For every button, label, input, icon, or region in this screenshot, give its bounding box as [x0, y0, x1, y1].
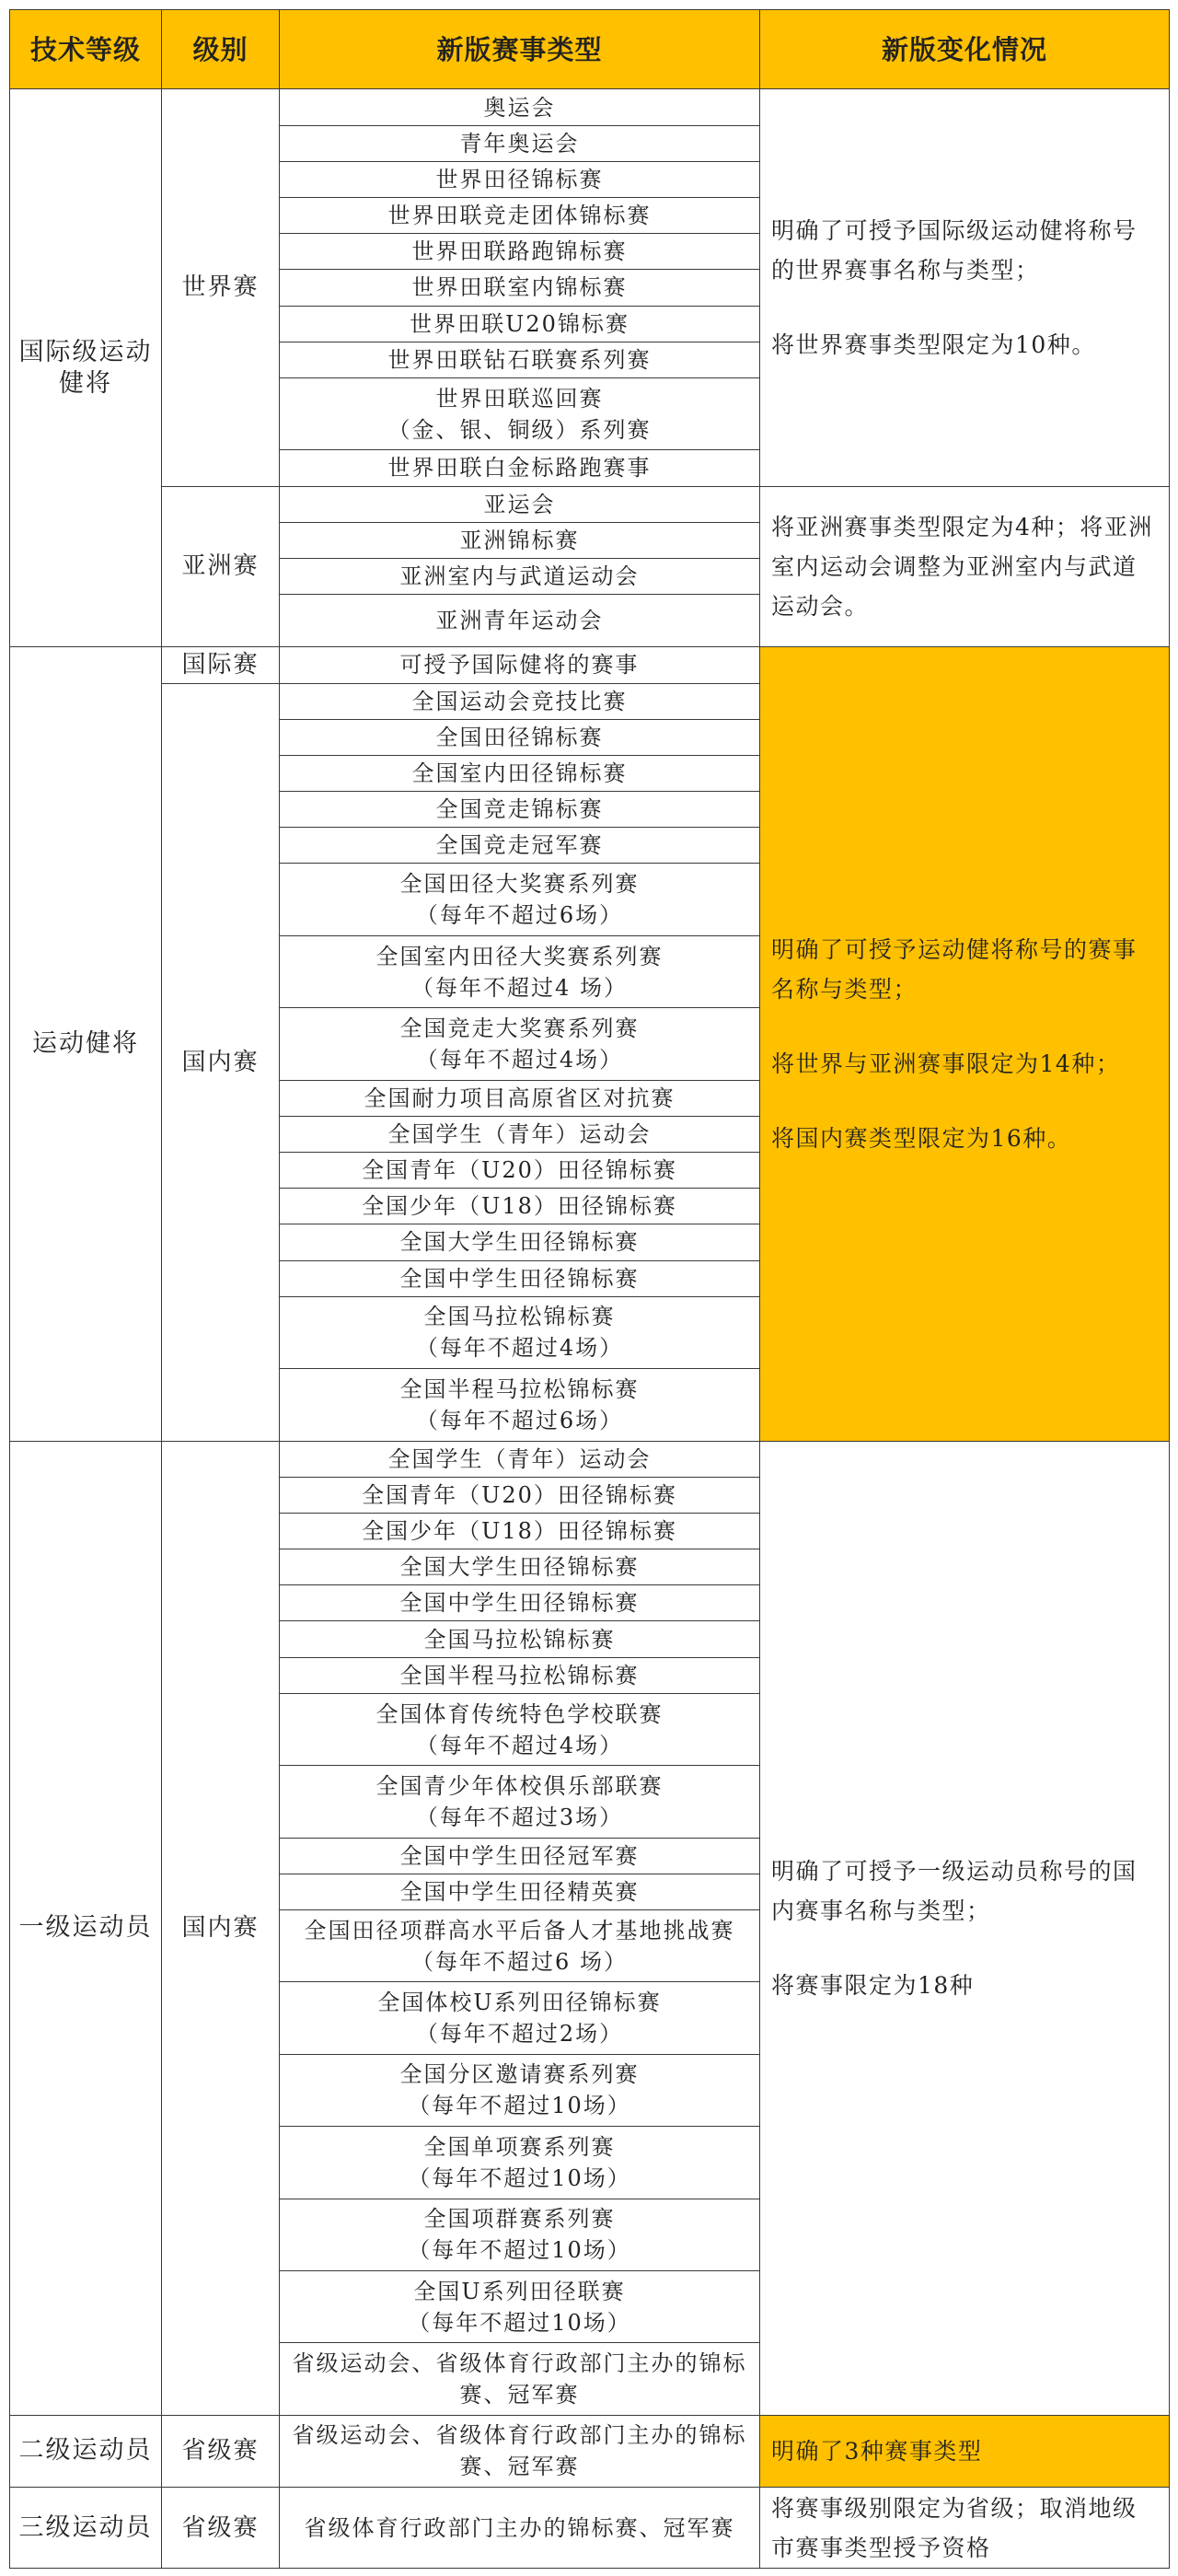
event-cell: 全国大学生田径锦标赛	[280, 1549, 760, 1585]
paragraph-gap	[771, 1931, 1160, 1966]
note-third	[760, 2488, 1170, 2569]
category-third-provincial: 省级赛	[162, 2488, 280, 2569]
note-line: 将赛事级别限定为省级；取消地级市赛事类型授予资格	[771, 2494, 1138, 2561]
event-cell: 全国单项赛系列赛 （每年不超过10场）	[280, 2127, 760, 2199]
event-cell: 全国马拉松锦标赛	[280, 1621, 760, 1657]
table-row	[10, 647, 1170, 683]
grade-third-class: 三级运动员	[10, 2488, 162, 2569]
event-cell: 全国中学生田径冠军赛	[280, 1838, 760, 1874]
event-cell: 世界田联室内锦标赛	[280, 270, 760, 306]
event-cell: 全国运动会竞技比赛	[280, 683, 760, 719]
header-changes: 新版变化情况	[760, 10, 1170, 89]
event-cell: 世界田联U20锦标赛	[280, 306, 760, 342]
event-cell: 全国U系列田径联赛 （每年不超过10场）	[280, 2270, 760, 2342]
event-cell: 全国学生（青年）运动会	[280, 1441, 760, 1477]
category-second-provincial: 省级赛	[162, 2415, 280, 2487]
note-line: 将国内赛类型限定为16种。	[771, 1124, 1072, 1152]
event-cell: 世界田径锦标赛	[280, 161, 760, 197]
note-line: 将世界与亚洲赛事限定为14种；	[771, 1050, 1121, 1077]
event-cell: 全国体校U系列田径锦标赛 （每年不超过2场）	[280, 1982, 760, 2054]
event-cell: 全国中学生田径精英赛	[280, 1874, 760, 1909]
category-asia: 亚洲赛	[162, 486, 280, 647]
header-row	[10, 10, 1170, 89]
event-cell: 全国中学生田径锦标赛	[280, 1585, 760, 1621]
table-body	[10, 10, 1170, 2569]
table-row	[10, 486, 1170, 522]
paragraph-gap	[771, 1084, 1160, 1119]
note-asia	[760, 486, 1170, 647]
note-line: 明确了可授予运动健将称号的赛事名称与类型；	[771, 935, 1138, 1003]
header-events: 新版赛事类型	[280, 10, 760, 89]
grade-second-class: 二级运动员	[10, 2415, 162, 2487]
event-cell: 亚洲锦标赛	[280, 522, 760, 558]
event-cell: 全国学生（青年）运动会	[280, 1116, 760, 1152]
note-first	[760, 1441, 1170, 2415]
category-master-domestic: 国内赛	[162, 683, 280, 1441]
event-cell: 亚运会	[280, 486, 760, 522]
table-row	[10, 2415, 1170, 2487]
event-cell: 全国中学生田径锦标赛	[280, 1260, 760, 1296]
event-cell: 全国体育传统特色学校联赛 （每年不超过4场）	[280, 1693, 760, 1765]
event-cell: 全国分区邀请赛系列赛 （每年不超过10场）	[280, 2054, 760, 2126]
event-cell: 世界田联路跑锦标赛	[280, 234, 760, 270]
event-cell: 省级运动会、省级体育行政部门主办的锦标赛、冠军赛	[280, 2343, 760, 2415]
note-line: 明确了3种赛事类型	[771, 2437, 983, 2465]
event-cell: 省级运动会、省级体育行政部门主办的锦标赛、冠军赛	[280, 2415, 760, 2487]
event-cell: 全国耐力项目高原省区对抗赛	[280, 1080, 760, 1116]
note-line: 明确了可授予国际级运动健将称号的世界赛事名称与类型；	[771, 216, 1138, 284]
event-cell: 全国半程马拉松锦标赛 （每年不超过6场）	[280, 1369, 760, 1441]
event-cell: 亚洲室内与武道运动会	[280, 558, 760, 594]
note-master	[760, 647, 1170, 1441]
event-cell: 全国青年（U20）田径锦标赛	[280, 1153, 760, 1189]
category-master-international: 国际赛	[162, 647, 280, 683]
event-cell: 全国竞走锦标赛	[280, 792, 760, 828]
event-cell: 青年奥运会	[280, 125, 760, 161]
event-cell: 全国半程马拉松锦标赛	[280, 1657, 760, 1693]
note-world	[760, 89, 1170, 486]
grade-international-master: 国际级运动健将	[10, 89, 162, 647]
event-cell: 全国青少年体校俱乐部联赛 （每年不超过3场）	[280, 1766, 760, 1838]
event-cell: 世界田联钻石联赛系列赛	[280, 342, 760, 377]
event-cell: 全国田径项群高水平后备人才基地挑战赛（每年不超过6 场）	[280, 1910, 760, 1982]
table-row	[10, 1441, 1170, 1477]
grade-master: 运动健将	[10, 647, 162, 1441]
event-cell: 世界田联巡回赛 （金、银、铜级）系列赛	[280, 377, 760, 449]
note-line: 将世界赛事类型限定为10种。	[771, 331, 1096, 358]
table-row	[10, 2488, 1170, 2569]
note-line: 明确了可授予一级运动员称号的国内赛事名称与类型；	[771, 1857, 1138, 1924]
header-level: 技术等级	[10, 10, 162, 89]
event-cell: 奥运会	[280, 89, 760, 125]
event-cell: 全国大学生田径锦标赛	[280, 1224, 760, 1260]
category-first-domestic: 国内赛	[162, 1441, 280, 2415]
note-second	[760, 2415, 1170, 2487]
event-cell: 全国马拉松锦标赛 （每年不超过4场）	[280, 1296, 760, 1368]
event-cell: 全国室内田径大奖赛系列赛 （每年不超过4 场）	[280, 935, 760, 1007]
event-cell: 全国田径锦标赛	[280, 719, 760, 755]
event-cell: 可授予国际健将的赛事	[280, 647, 760, 683]
grade-first-class: 一级运动员	[10, 1441, 162, 2415]
event-cell: 亚洲青年运动会	[280, 595, 760, 647]
table-row	[10, 89, 1170, 125]
paragraph-gap	[771, 1009, 1160, 1044]
athlete-grade-events-table	[9, 9, 1170, 2569]
event-cell: 全国项群赛系列赛 （每年不超过10场）	[280, 2199, 760, 2270]
event-cell: 世界田联白金标路跑赛事	[280, 450, 760, 486]
event-cell: 全国竞走冠军赛	[280, 828, 760, 864]
paragraph-gap	[771, 290, 1160, 325]
note-line: 将赛事限定为18种	[771, 1971, 975, 1999]
event-cell: 全国青年（U20）田径锦标赛	[280, 1477, 760, 1513]
event-cell: 全国少年（U18）田径锦标赛	[280, 1513, 760, 1549]
event-cell: 全国竞走大奖赛系列赛 （每年不超过4场）	[280, 1008, 760, 1080]
category-world: 世界赛	[162, 89, 280, 486]
event-cell: 省级体育行政部门主办的锦标赛、冠军赛	[280, 2488, 760, 2569]
note-line: 将亚洲赛事类型限定为4种；将亚洲室内运动会调整为亚洲室内与武道运动会。	[771, 513, 1153, 620]
event-cell: 全国室内田径锦标赛	[280, 755, 760, 791]
event-cell: 世界田联竞走团体锦标赛	[280, 197, 760, 233]
header-category: 级别	[162, 10, 280, 89]
event-cell: 全国田径大奖赛系列赛 （每年不超过6场）	[280, 864, 760, 935]
event-cell: 全国少年（U18）田径锦标赛	[280, 1189, 760, 1224]
